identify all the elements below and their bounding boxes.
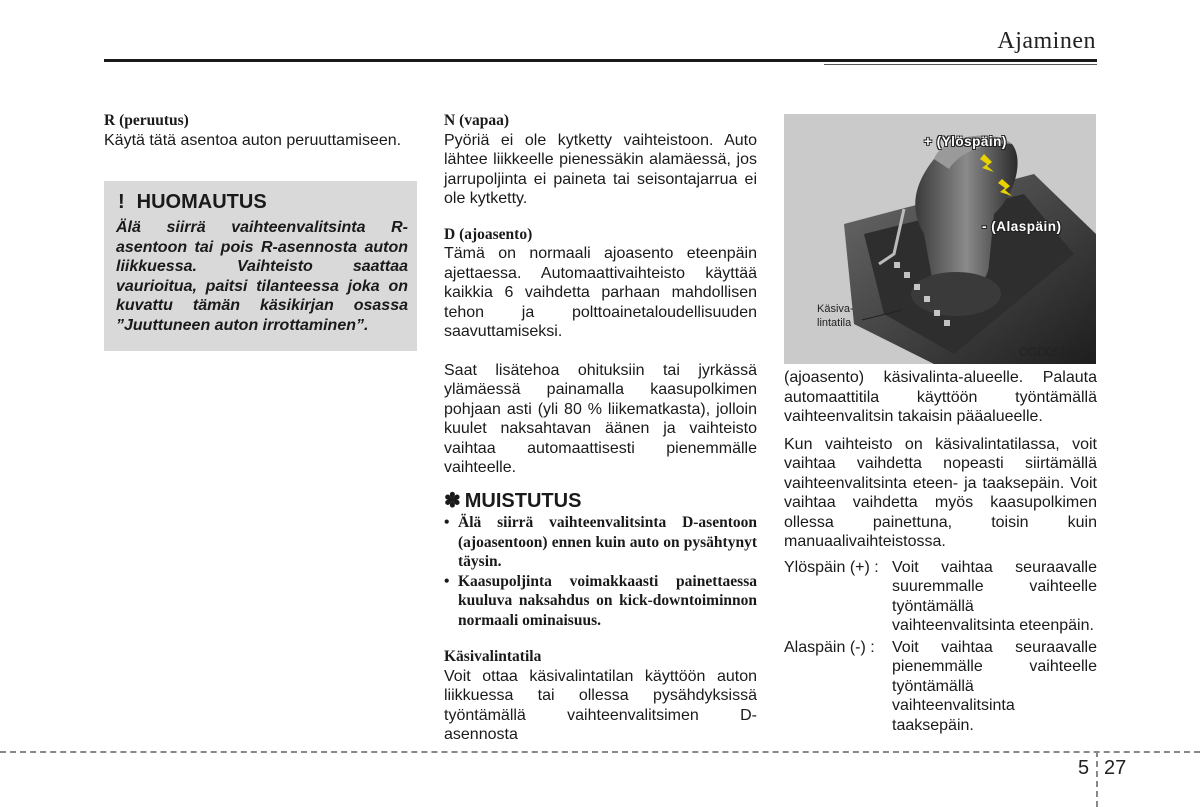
text-manual-cont: (ajoasento) käsivalinta-alueelle. Palauta automaattitila käyttöön työntämällä vaihteenvalitsin takaisin pääalueelle.	[784, 369, 1097, 425]
definition-term: Ylöspäin (+) :	[784, 558, 879, 576]
reminder-title: MUISTUTUS	[464, 489, 582, 512]
text-manual-shifting: Kun vaihteisto on käsivalintatilassa, voit vaihtaa vaihdetta nopeasti siirtämällä vaihteenvalitsinta eteen- ja taaksepäin. Voit vaihtaa vaihdetta myös kaasupolkimen ollessa painettuna, toisin kuin manuaalivaihteistossa.	[784, 435, 1097, 550]
column-3	[784, 368, 1097, 735]
label-downshift: - (Alaspäin)	[982, 219, 1062, 234]
definition-term: Alaspäin (-) :	[784, 638, 875, 656]
asterisk-icon: ✽	[444, 489, 461, 512]
definition-desc: Voit vaihtaa seuraavalle pienemmälle vaihteelle työntämällä vaihteenvalitsinta taaksepäin.	[892, 638, 1097, 734]
heading-r-reverse: R (peruutus)	[104, 112, 189, 129]
notice-title: HUOMAUTUS	[136, 191, 267, 213]
section-title: Ajaminen	[997, 28, 1096, 54]
definition-upshift	[784, 558, 1097, 636]
figure-code: OGD051013	[1019, 345, 1087, 359]
reminder-item: • Älä siirrä vaihteenvalitsinta D-asentoon (ajoasentoon) ennen kuin auto on pysähtynyt täysin.	[444, 513, 757, 572]
label-upshift: + (Ylöspäin)	[924, 134, 1007, 149]
heading-manual-mode: Käsivalintatila	[444, 648, 542, 665]
header-rule	[104, 59, 1097, 62]
notice-heading	[118, 191, 267, 214]
heading-n-neutral: N (vapaa)	[444, 112, 510, 129]
reminder-item: • Kaasupoljinta voimakkaasti painettaessa kuuluva naksahdus on kick-downtoiminnon normaali ominaisuus.	[444, 572, 757, 631]
label-manual-zone: Käsiva- lintatila	[817, 303, 854, 329]
definition-desc: Voit vaihtaa seuraavalle suuremmalle vaihteelle työntämällä vaihteenvalitsinta eteenpäin.	[892, 558, 1097, 634]
header-rule-thin	[824, 64, 1097, 65]
reminder-list	[444, 513, 757, 630]
warning-icon: !	[118, 191, 125, 213]
footer-dashed-rule	[0, 751, 1200, 753]
column-1	[104, 111, 417, 150]
text-manual-mode: Voit ottaa käsivalintatilan käyttöön auton liikkuessa tai ollessa pysähdyksissä työntämällä vaihteenvalitsimen D-asennosta	[444, 667, 757, 743]
chapter-number: 5	[1078, 757, 1090, 779]
page-number: 27	[1104, 757, 1127, 779]
definition-downshift	[784, 638, 1097, 736]
gear-shifter-illustration	[784, 114, 1096, 364]
text-d-drive: Tämä on normaali ajoasento eteenpäin ajettaessa. Automaattivaihteisto käyttää kaikkia 6 vaihdetta parhaan mahdollisen tehon ja polttoainetaloudellisuuden saavuttamiseksi.	[444, 245, 757, 340]
text-n-neutral: Pyöriä ei ole kytketty vaihteistoon. Auto lähtee liikkeelle pienessäkin alamäessä, jos jarrupoljinta ei paineta tai seisontajarrua ei ole kytketty.	[444, 131, 757, 207]
column-2	[444, 111, 757, 745]
heading-d-drive: D (ajoasento)	[444, 225, 533, 243]
notice-text: Älä siirrä vaihteenvalitsinta R-asentoon tai pois R-asennosta auton liikkuessa. Vaihteisto saattaa vaurioitua, paitsi tilanteessa joka on kuvattu tämän käsikirjan osassa ”Juuttuneen auton irrottaminen”.	[116, 219, 408, 334]
notice-box	[104, 181, 417, 351]
text-r-reverse: Käytä tätä asentoa auton peruuttamiseen.	[104, 131, 402, 149]
text-d-kickdown: Saat lisätehoa ohituksiin tai jyrkässä ylämäessä painamalla kaasupolkimen pohjaan asti (yli 80 % liikematkasta), jolloin kuulet naksahtavan äänen ja vaihteisto vaihtaa automaattisesti pienemmälle vaihteelle.	[444, 361, 757, 476]
footer-dashed-divider	[1096, 751, 1098, 807]
reminder-heading	[444, 489, 757, 512]
